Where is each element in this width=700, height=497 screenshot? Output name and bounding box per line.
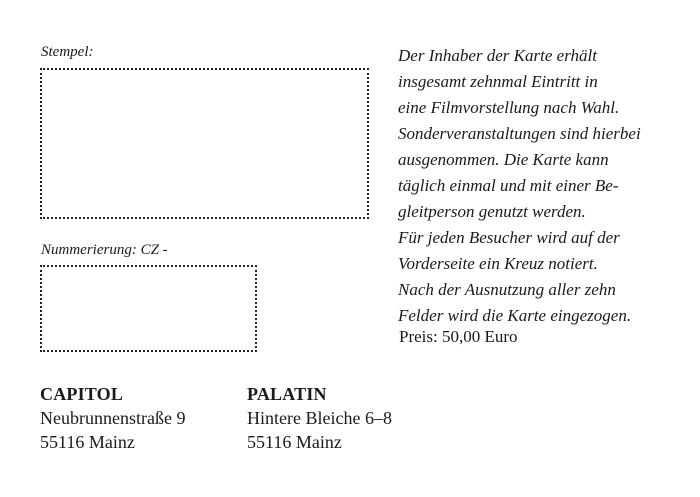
venue-city: 55116 Mainz [40,432,135,452]
terms-line: täglich einmal und mit einer Be- [398,176,619,195]
terms-line: gleitperson genutzt werden. [398,202,586,221]
venue-street: Hintere Bleiche 6–8 [247,408,392,428]
terms-line: Für jeden Besucher wird auf der [398,228,620,247]
terms-line: Vorderseite ein Kreuz notiert. [398,254,598,273]
terms-line: insgesamt zehnmal Eintritt in [398,72,598,91]
numbering-box [40,265,257,352]
price-text: Preis: 50,00 Euro [399,327,518,346]
venue-capitol [40,382,185,454]
terms-line: Sonderveranstaltungen sind hierbei [398,124,641,143]
venue-street: Neubrunnenstraße 9 [40,408,186,428]
terms-line: Felder wird die Karte eingezogen. [398,306,632,325]
venue-palatin [247,382,392,454]
numbering-label: Nummerierung: CZ - [41,242,168,258]
venue-name: PALATIN [247,384,327,404]
stamp-box [40,68,369,219]
card-terms-text [398,43,698,329]
stamp-label: Stempel: [41,44,94,60]
venue-name: CAPITOL [40,384,124,404]
venue-city: 55116 Mainz [247,432,342,452]
terms-line: Der Inhaber der Karte erhält [398,46,597,65]
terms-line: Nach der Ausnutzung aller zehn [398,280,616,299]
terms-line: ausgenommen. Die Karte kann [398,150,609,169]
terms-line: eine Filmvorstellung nach Wahl. [398,98,620,117]
